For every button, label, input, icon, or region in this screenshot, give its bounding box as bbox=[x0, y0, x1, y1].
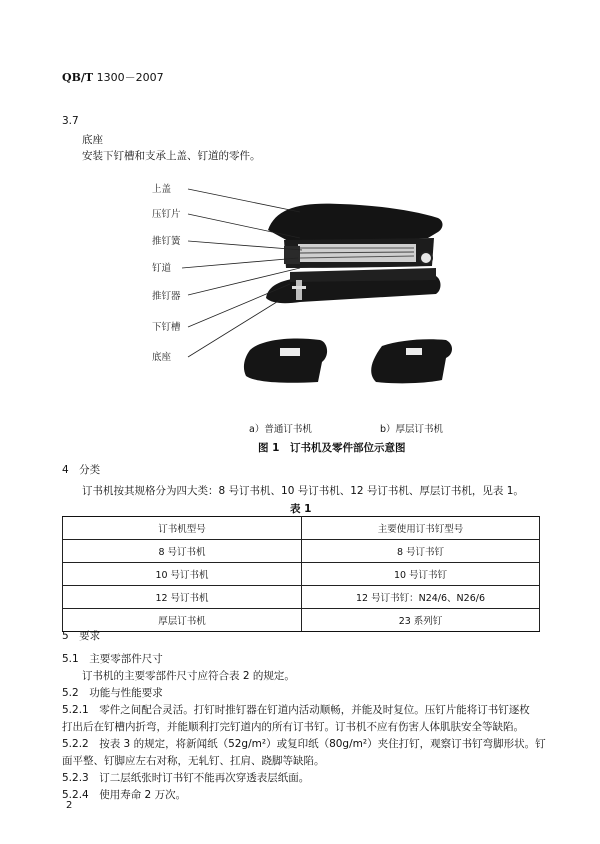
table-row bbox=[63, 586, 540, 609]
table-cell: 12 号订书机 bbox=[63, 586, 302, 609]
table-header-row bbox=[63, 517, 540, 540]
section-3-7-title: 底座 bbox=[82, 134, 103, 146]
callout-staple-track: 钉道 bbox=[152, 263, 172, 274]
table-cell: 8 号订书机 bbox=[63, 540, 302, 563]
callout-pressing-plate: 压钉片 bbox=[152, 209, 181, 220]
callout-top-cover: 上盖 bbox=[152, 184, 172, 195]
table-cell: 厚层订书机 bbox=[63, 609, 302, 632]
thick-stapler-left bbox=[244, 338, 327, 382]
table-cell: 8 号订书钉 bbox=[302, 540, 540, 563]
section-3-7-body: 安装下钉槽和支承上盖、钉道的零件。 bbox=[82, 150, 261, 162]
section-5-2-1-line-2: 打出后在钉槽内折弯，并能顺利打完钉道内的所有订书钉。订书机不应有伤害人体肌肤安全等缺陷。 bbox=[62, 721, 524, 733]
table-cell: 12 号订书钉：N24/6、N26/6 bbox=[302, 586, 540, 609]
page-number: 2 bbox=[66, 800, 73, 811]
section-5-1-heading: 5.1 主要零部件尺寸 bbox=[62, 653, 163, 665]
table-cell: 10 号订书机 bbox=[63, 563, 302, 586]
table-header-cell: 订书机型号 bbox=[63, 517, 302, 540]
standard-code-number: 1300－2007 bbox=[96, 71, 164, 84]
stapler-figure bbox=[150, 168, 460, 418]
stapler-hinge-pin bbox=[420, 252, 432, 264]
section-5-2-2-line-1: 5.2.2 按表 3 的规定，将新闻纸（52g/m²）或复印纸（80g/m²）夹住打钉，观察订书钉弯脚形状。钉 bbox=[62, 738, 546, 750]
figure-caption-a: a）普通订书机 bbox=[249, 424, 312, 435]
section-5-2-heading: 5.2 功能与性能要求 bbox=[62, 687, 163, 699]
section-3-7-number: 3.7 bbox=[62, 115, 79, 127]
standard-code-prefix: QB/T bbox=[62, 71, 94, 84]
table-row bbox=[63, 609, 540, 632]
section-5-2-2-line-2: 面平整、钉脚应左右对称，无轧钉、扛肩、跷脚等缺陷。 bbox=[62, 755, 325, 767]
section-4-heading: 4 分类 bbox=[62, 464, 101, 476]
figure-caption: 图 1 订书机及零件部位示意图 bbox=[258, 442, 406, 454]
section-5-1-body: 订书机的主要零部件尺寸应符合表 2 的规定。 bbox=[82, 670, 295, 682]
section-5-2-3: 5.2.3 订二层纸张时订书钉不能再次穿透表层纸面。 bbox=[62, 772, 310, 784]
standard-code bbox=[62, 69, 164, 85]
callout-anvil: 下钉槽 bbox=[152, 322, 181, 333]
table-row bbox=[63, 563, 540, 586]
stapler-spec-table bbox=[62, 516, 540, 632]
table-cell: 10 号订书钉 bbox=[302, 563, 540, 586]
table-cell: 23 系列钉 bbox=[302, 609, 540, 632]
callout-pusher: 推钉器 bbox=[152, 291, 181, 302]
stapler-top-cover bbox=[268, 204, 443, 242]
section-4-body: 订书机按其规格分为四大类：8 号订书机、10 号订书机、12 号订书机、厚层订书机，见表 1。 bbox=[82, 485, 524, 497]
figure-caption-b: b）厚层订书机 bbox=[380, 424, 444, 435]
section-5-2-1-line-1: 5.2.1 零件之间配合灵活。打钉时推钉器在钉道内活动顺畅，并能及时复位。压钉片能将订书钉逐枚 bbox=[62, 704, 530, 716]
table-row bbox=[63, 540, 540, 563]
callout-base: 底座 bbox=[152, 352, 172, 363]
stapler-illustration bbox=[150, 168, 460, 418]
table-header-cell: 主要使用订书钉型号 bbox=[302, 517, 540, 540]
section-5-heading: 5 要求 bbox=[62, 630, 101, 642]
callout-pusher-spring: 推钉簧 bbox=[152, 236, 181, 247]
table-1-title: 表 1 bbox=[290, 503, 312, 515]
section-5-2-4: 5.2.4 使用寿命 2 万次。 bbox=[62, 789, 187, 801]
thick-stapler-right bbox=[371, 339, 452, 383]
